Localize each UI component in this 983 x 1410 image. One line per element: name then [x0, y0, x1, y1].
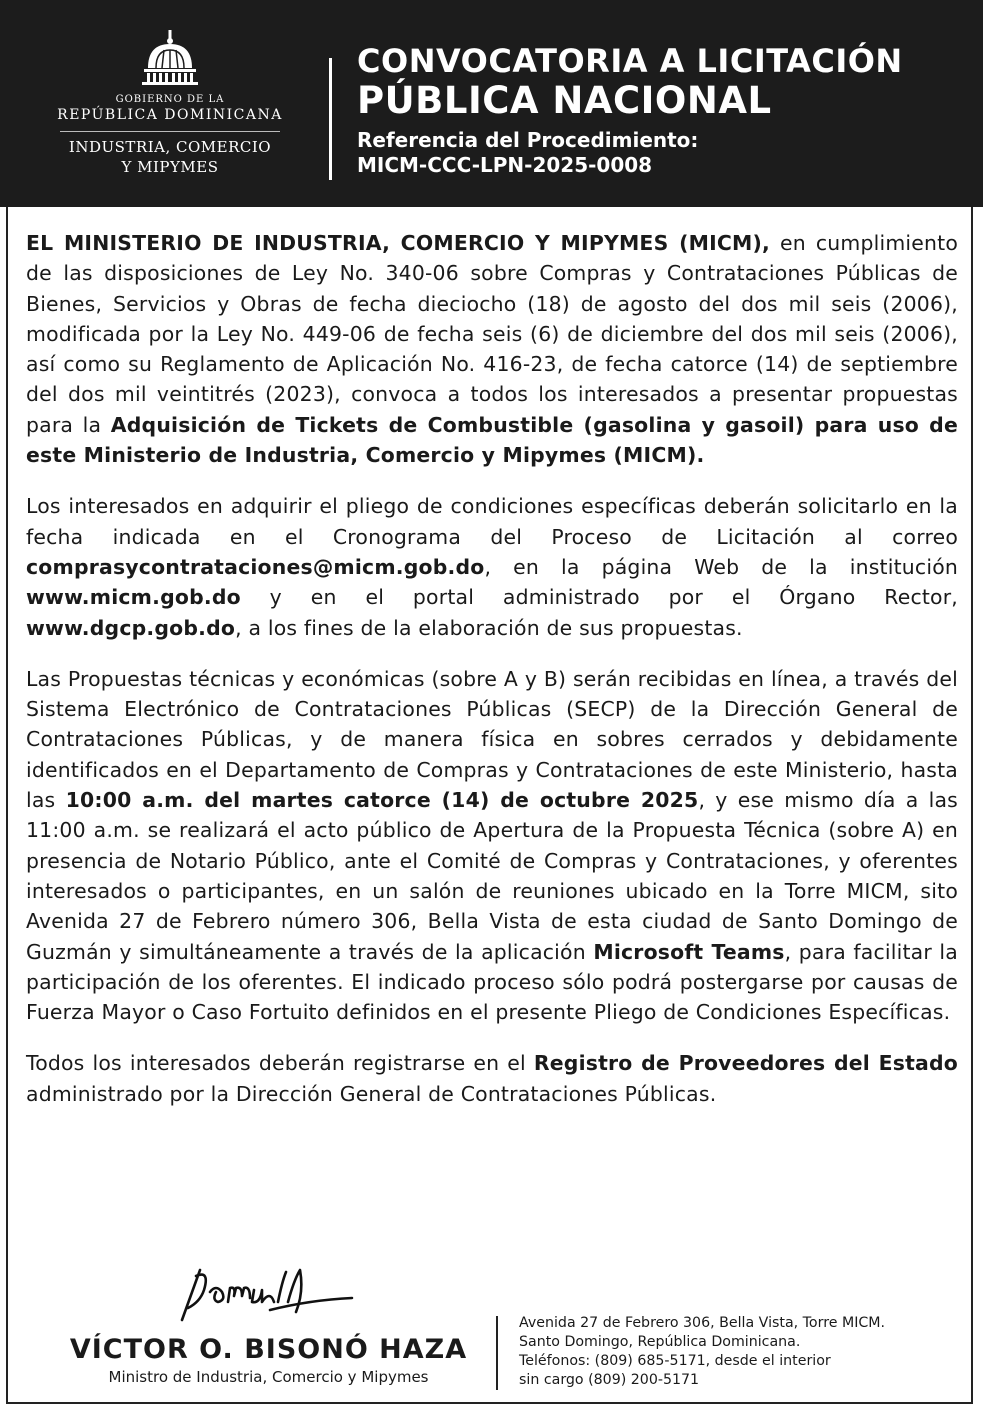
dgcp-website-link[interactable]: www.dgcp.gob.do — [26, 615, 236, 640]
phone-line: sin cargo (809) 200-5171 — [519, 1372, 700, 1388]
reference-label: Referencia del Procedimiento: — [357, 128, 699, 152]
notice-title-line1: CONVOCATORIA A LICITACIÓN — [357, 42, 903, 80]
procurement-subject: Adquisición de Tickets de Combustible (gasolina y gasoil) para uso de este Ministerio de Industria, Comercio y Mipymes (MICM). — [26, 412, 958, 468]
submission-deadline: 10:00 a.m. del martes catorce (14) de octubre 2025 — [65, 788, 699, 813]
submission-text: , y ese mismo día a las 11:00 a.m. se realizará el acto público de Apertura de la Propuesta Técnica (sobre A) en presencia de Notario Público, ante el Comité de Compras y Contrataciones, y oferentes interesados o participantes, en un salón de reuniones ubicado en la Torre MICM, sito Avenida 27 de Febrero número 306, Bella Vista de esta ciudad de Santo Domingo de Guzmán y simultáneamente a través de la aplicación — [26, 788, 958, 964]
paragraph-registration — [26, 1048, 958, 1109]
documents-text: , en la página Web de la institución — [484, 554, 958, 579]
meeting-app: Microsoft Teams — [593, 939, 785, 964]
government-label: REPÚBLICA DOMINICANA — [57, 107, 283, 123]
supplier-registry: Registro de Proveedores del Estado — [533, 1051, 958, 1076]
registration-text: Todos los interesados deberán registrarse en el — [26, 1051, 534, 1076]
micm-website-link[interactable]: www.micm.gob.do — [26, 585, 241, 610]
registration-text: administrado por la Dirección General de Contrataciones Públicas. — [26, 1081, 717, 1106]
logo-divider — [60, 131, 280, 132]
documents-text: Los interesados en adquirir el pliego de condiciones específicas deberán solicitarlo en la fecha indicada en el Cronograma del Proceso de Licitación al correo — [26, 494, 958, 549]
address-line: Santo Domingo, República Dominicana. — [519, 1334, 801, 1350]
notice-title-line2: PÚBLICA NACIONAL — [357, 79, 772, 122]
government-label-small: GOBIERNO DE LA — [115, 94, 225, 105]
government-logo — [28, 30, 312, 176]
header-titles — [357, 42, 967, 178]
footer-divider — [496, 1316, 498, 1390]
paragraph-submission — [26, 664, 958, 1028]
header-divider — [329, 58, 332, 180]
paragraph-documents — [26, 491, 958, 642]
handwritten-signature — [170, 1262, 360, 1332]
header-banner — [0, 0, 983, 207]
address-line: Avenida 27 de Febrero 306, Bella Vista, Torre MICM. — [519, 1315, 886, 1331]
phone-line: Teléfonos: (809) 685-5171, desde el interior — [519, 1353, 831, 1369]
signer-role: Ministro de Industria, Comercio y Mipymes — [108, 1368, 429, 1386]
notice-body — [26, 228, 958, 1130]
ministry-label-line1: INDUSTRIA, COMERCIO — [68, 138, 272, 156]
dome-icon — [138, 30, 202, 86]
documents-text: , a los fines de la elaboración de sus propuestas. — [235, 615, 743, 640]
convocation-text: en cumplimiento de las disposiciones de Ley No. 340-06 sobre Compras y Contrataciones Públicas de Bienes, Servicios y Obras de fecha dieciocho (18) de agosto del dos mil seis (2006), modificada por la Ley No. 449-06 de fecha seis (6) de diciembre del dos mil seis (2006), así como su Reglamento de Aplicación No. 416-23, de fecha catorce (14) de septiembre del dos mil veintitrés (2023), convoca a todos los interesados a presentar propuestas para la — [26, 231, 959, 437]
ministry-intro: EL MINISTERIO DE INDUSTRIA, COMERCIO Y MIPYMES (MICM), — [26, 231, 770, 255]
paragraph-convocation — [26, 228, 958, 470]
contact-email-link[interactable]: comprasycontrataciones@micm.gob.do — [26, 554, 485, 579]
contact-address — [519, 1314, 959, 1390]
ministry-label-line2: Y MIPYMES — [121, 158, 219, 176]
documents-text: y en el portal administrado por el Órgano Rector, — [240, 585, 958, 610]
submission-text: Las Propuestas técnicas y económicas (sobre A y B) serán recibidas en línea, a través del Sistema Electrónico de Contrataciones Públicas (SECP) de la Dirección General de Contrataciones Públicas, y de manera física en sobres cerrados y debidamente identificados en el Departamento de Compras y Contrataciones de este Ministerio, hasta las — [26, 666, 958, 813]
reference-code: MICM-CCC-LPN-2025-0008 — [357, 153, 653, 177]
submission-text: , para facilitar la participación de los oferentes. El indicado proceso sólo podrá postergarse por causas de Fuerza Mayor o Caso Fortuito definidos en el presente Pliego de Condiciones Específicas. — [26, 939, 958, 1025]
signer-name: VÍCTOR O. BISONÓ HAZA — [69, 1334, 468, 1365]
